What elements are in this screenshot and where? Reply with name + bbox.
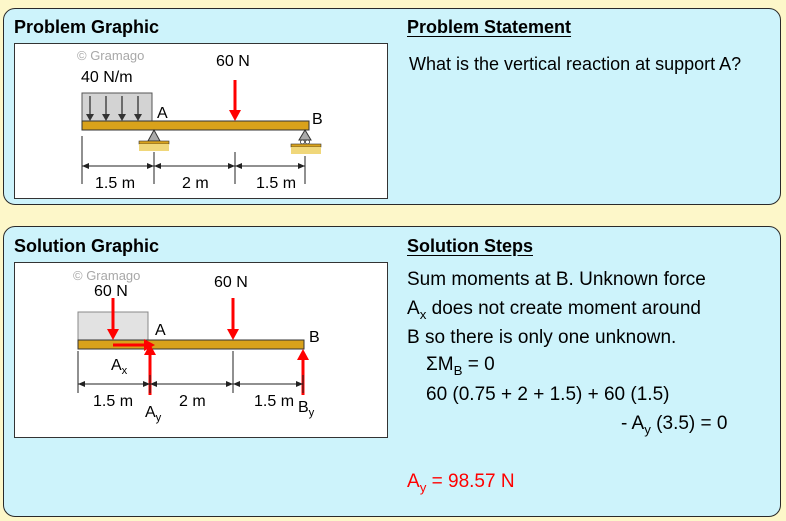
support-b-label: B: [312, 111, 323, 128]
beam: [82, 121, 309, 130]
step-line-2: $A_x$ does not create moment around: [407, 298, 701, 322]
resultant-load-label: 60 N: [94, 283, 128, 300]
problem-diagram: [14, 43, 388, 199]
dim-label-2: 2 m: [179, 393, 206, 410]
support-a-label: A: [157, 105, 168, 122]
point-load-label: 60 N: [214, 274, 248, 291]
ax-label: $A_x$: [111, 357, 128, 378]
problem-statement-text: What is the vertical reaction at support A?: [409, 54, 742, 74]
dim-label-1: 1.5 m: [93, 393, 134, 410]
problem-statement-title: Problem Statement: [407, 17, 572, 37]
point-load-label: 60 N: [216, 53, 250, 70]
solution-panel: [3, 226, 781, 517]
by-label: $B_y$: [298, 399, 315, 420]
support-a-label: A: [155, 322, 166, 339]
free-body-diagram: [15, 263, 389, 439]
dim-label-3: 1.5 m: [254, 393, 295, 410]
solution-steps-title: Solution Steps: [407, 236, 533, 256]
dim-label-3: 1.5 m: [256, 175, 297, 192]
distributed-load-block: [82, 93, 152, 121]
solution-diagram: [14, 262, 388, 438]
step-line-1: Sum moments at B. Unknown force: [407, 269, 706, 290]
step-line-3: B so there is only one unknown.: [407, 327, 677, 348]
problem-panel: [3, 8, 781, 205]
support-b-label: B: [309, 329, 320, 346]
roller-support-b: [299, 130, 311, 140]
watermark: © Gramago: [77, 48, 145, 63]
equation-sum-moments: $\Sigma M_B = 0$: [426, 354, 495, 378]
watermark: © Gramago: [73, 268, 141, 283]
equation-line-3: - $A_y$ (3.5) = 0: [621, 413, 728, 437]
pin-support-a: [148, 130, 160, 141]
dim-label-2: 2 m: [182, 175, 209, 192]
ay-label: $A_y$: [145, 404, 162, 425]
answer: $A_y = 98.57$ N: [407, 471, 515, 495]
equation-line-2: 60 (0.75 + 2 + 1.5) + 60 (1.5): [426, 384, 670, 405]
beam: [78, 340, 304, 349]
problem-graphic-title: Problem Graphic: [14, 17, 160, 37]
distributed-load-label: 40 N/m: [81, 69, 133, 86]
dim-label-1: 1.5 m: [95, 175, 136, 192]
solution-graphic-title: Solution Graphic: [14, 236, 160, 256]
